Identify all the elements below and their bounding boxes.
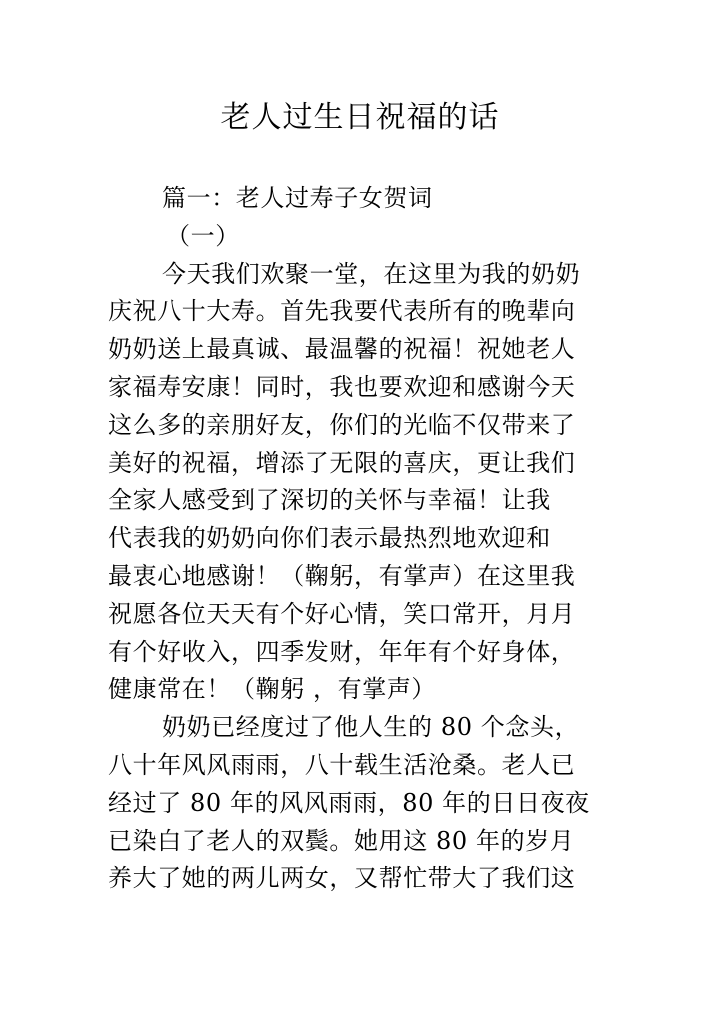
paragraph-line: 健康常在！（鞠躬 ，有掌声） [108,675,437,704]
section-heading: 篇一：老人过寿子女贺词 [162,184,433,212]
paragraph-line: 这么多的亲朋好友，你们的光临不仅带来了 [108,410,576,439]
document-body [108,180,628,898]
paragraph-line: 经过了 80 年的风风雨雨，80 年的日日夜夜 [108,788,590,817]
paragraph-line: 养大了她的两儿两女，又帮忙带大了我们这 [108,864,576,893]
paragraph-line: 今天我们欢聚一堂，在这里为我的奶奶 [162,259,581,288]
paragraph-line: 奶奶已经度过了他人生的 80 个念头， [162,713,580,742]
paragraph-line: 祝愿各位天天有个好心情，笑口常开，月月 [108,599,576,628]
paragraph-line: 庆祝八十大寿。首先我要代表所有的晚辈向 [108,297,576,326]
paragraph-line: 美好的祝福，增添了无限的喜庆，更让我们 [108,448,576,477]
subsection-heading: （一） [166,221,240,250]
document-title: 老人过生日祝福的话 [220,100,500,135]
paragraph-line: 八十年风风雨雨，八十载生活沧桑。老人已 [108,750,576,779]
paragraph-line: 全家人感受到了深切的关怀与幸福！让我 [108,486,551,515]
paragraph-line: 代表我的奶奶向你们表示最热烈地欢迎和 [108,524,551,553]
paragraph-line: 有个好收入，四季发财，年年有个好身体， [108,637,576,666]
paragraph-line: 已染白了老人的双鬓。她用这 80 年的岁月 [108,826,575,855]
paragraph-line: 奶奶送上最真诚、最温馨的祝福！祝她老人 [108,335,576,364]
paragraph-line: 家福寿安康！同时，我也要欢迎和感谢今天 [108,372,576,401]
paragraph-line: 最衷心地感谢！（鞠躬，有掌声）在这里我 [108,561,576,590]
